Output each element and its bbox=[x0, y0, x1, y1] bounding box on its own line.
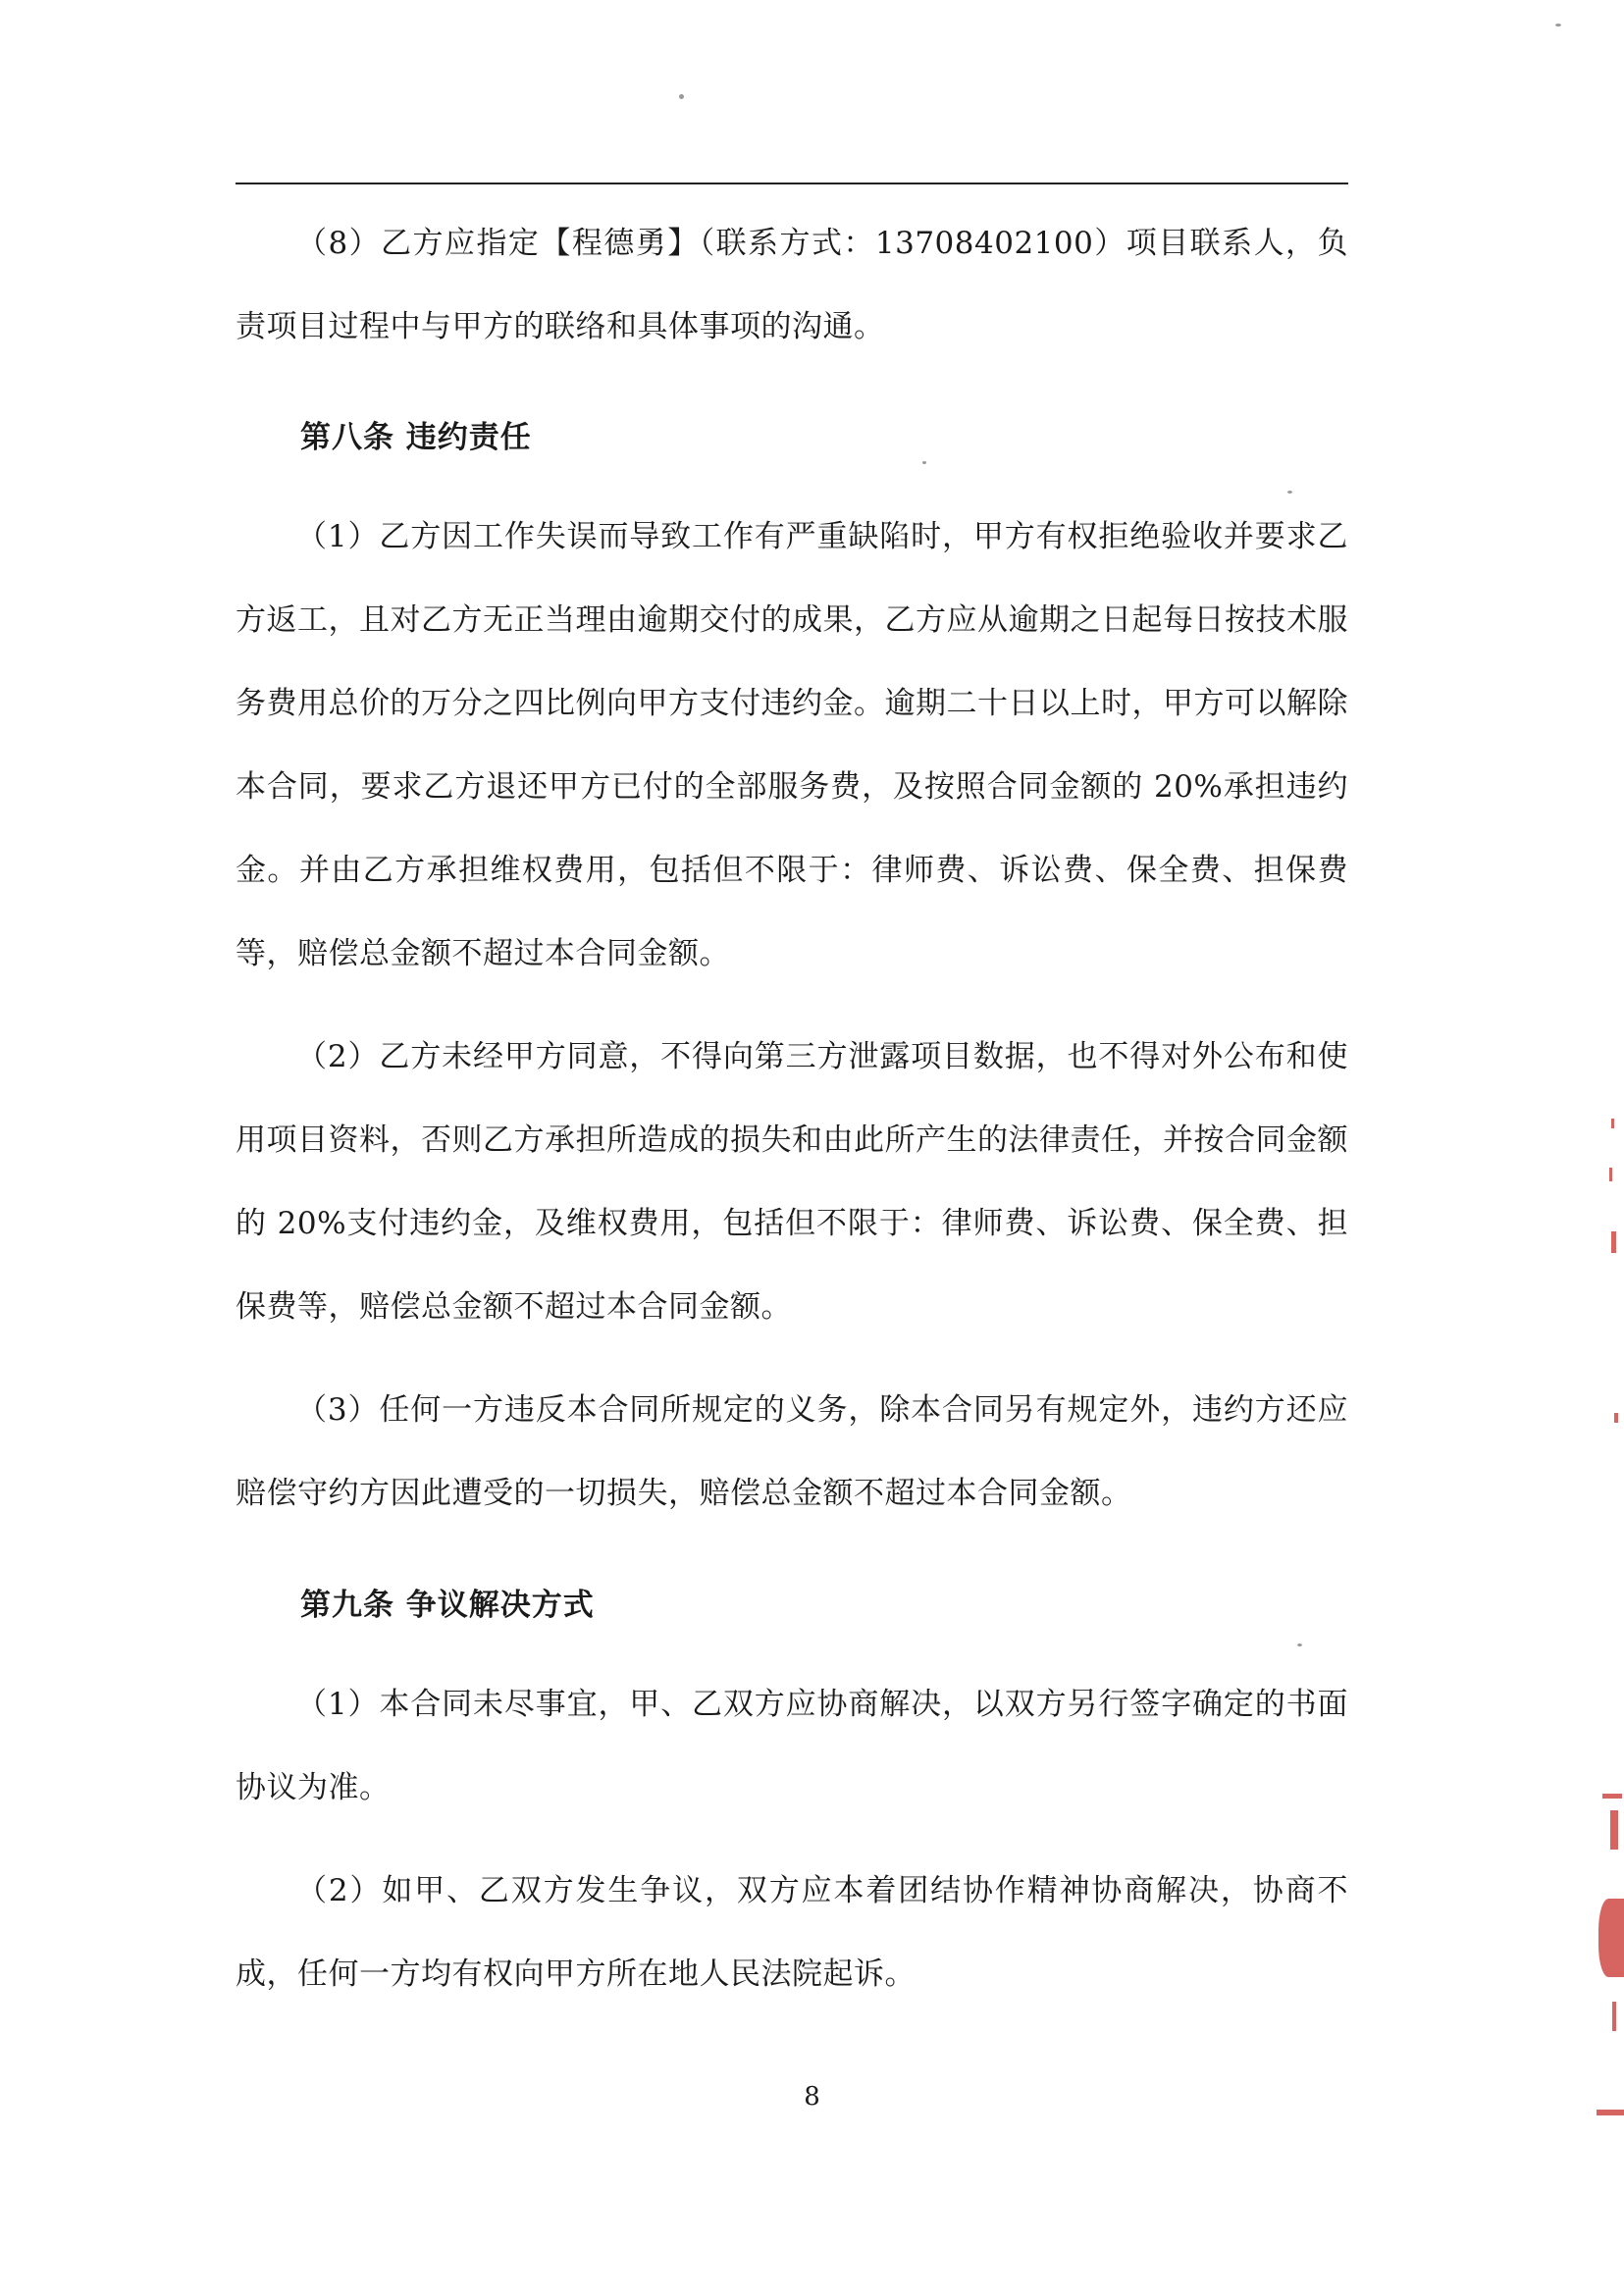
seal-fragment bbox=[1598, 1899, 1624, 1977]
article-8-paragraph-3: （3）任何一方违反本合同所规定的义务，除本合同另有规定外，违约方还应赔偿守约方因此遭受的一切损失，赔偿总金额不超过本合同金额。 bbox=[236, 1392, 1348, 1511]
scan-speck bbox=[1555, 24, 1561, 26]
seal-fragment bbox=[1602, 1794, 1622, 1799]
scan-speck bbox=[679, 94, 684, 99]
article-9-para-1-block bbox=[236, 1663, 1348, 1830]
seal-fragment bbox=[1610, 1810, 1618, 1850]
article-8-heading: 第八条 违约责任 bbox=[300, 420, 532, 455]
page-number: 8 bbox=[804, 2082, 820, 2112]
scan-speck bbox=[1287, 491, 1292, 494]
seal-fragment bbox=[1611, 1119, 1614, 1128]
article-8-para-1-block bbox=[236, 496, 1348, 996]
article-9-paragraph-2: （2）如甲、乙双方发生争议，双方应本着团结协作精神协商解决，协商不成，任何一方均有权向甲方所在地人民法院起诉。 bbox=[236, 1873, 1348, 1992]
article-8-para-3-block bbox=[236, 1369, 1348, 1536]
article-8-para-2-block bbox=[236, 1016, 1348, 1349]
seal-fragment bbox=[1611, 1231, 1616, 1253]
article-8-paragraph-1: （1）乙方因工作失误而导致工作有严重缺陷时，甲方有权拒绝验收并要求乙方返工，且对乙方无正当理由逾期交付的成果，乙方应从逾期之日起每日按技术服务费用总价的万分之四比例向甲方支付违约金。逾期二十日以上时，甲方可以解除本合同，要求乙方退还甲方已付的全部服务费，及按照合同金额的 20%承担违约金。并由乙方承担维权费用，包括但不限于：律师费、诉讼费、保全费、担保费等，赔偿总金额不超过本合同金额。 bbox=[236, 519, 1348, 971]
article-9-para-2-block bbox=[236, 1850, 1348, 2016]
clause-8-block bbox=[236, 202, 1348, 369]
scan-speck bbox=[922, 461, 926, 464]
article-9-paragraph-1: （1）本合同未尽事宜，甲、乙双方应协商解决，以双方另行签字确定的书面协议为准。 bbox=[236, 1687, 1348, 1805]
seal-fragment bbox=[1597, 2110, 1624, 2115]
clause-8-paragraph: （8）乙方应指定【程德勇】（联系方式：13708402100）项目联系人，负责项目过程中与甲方的联络和具体事项的沟通。 bbox=[236, 226, 1348, 344]
scan-speck bbox=[1297, 1644, 1302, 1646]
seal-fragment bbox=[1614, 1413, 1618, 1423]
header-rule bbox=[236, 183, 1348, 184]
seal-fragment bbox=[1612, 2002, 1616, 2031]
seal-fragment bbox=[1609, 1168, 1612, 1181]
article-8-paragraph-2: （2）乙方未经甲方同意，不得向第三方泄露项目数据，也不得对外公布和使用项目资料，否则乙方承担所造成的损失和由此所产生的法律责任，并按合同金额的 20%支付违约金，及维权费用，包括但不限于：律师费、诉讼费、保全费、担保费等，赔偿总金额不超过本合同金额。 bbox=[236, 1039, 1348, 1325]
article-9-heading: 第九条 争议解决方式 bbox=[300, 1588, 595, 1623]
